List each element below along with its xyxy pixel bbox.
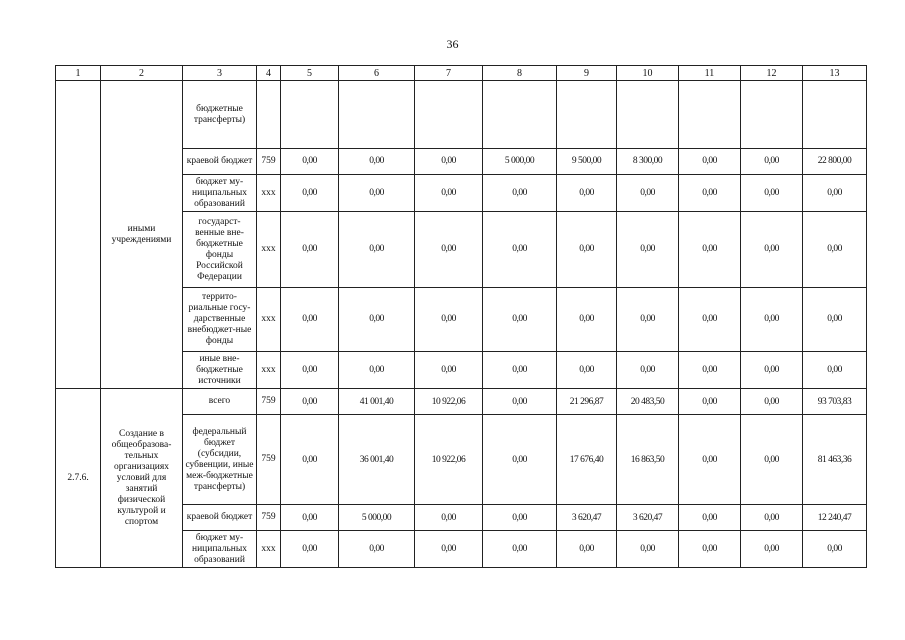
amount-cell: 8 300,00 xyxy=(617,149,679,175)
amount-cell: 0,00 xyxy=(741,389,803,415)
amount-cell: 0,00 xyxy=(339,175,415,212)
amount-cell: 0,00 xyxy=(339,288,415,352)
amount-cell: 81 463,36 xyxy=(803,415,867,505)
funding-source: террито-риальные госу-дарственные внебюджет-ные фонды xyxy=(183,288,257,352)
amount-cell: 3 620,47 xyxy=(557,505,617,531)
amount-cell: 0,00 xyxy=(679,288,741,352)
amount-cell: 0,00 xyxy=(415,531,483,568)
funding-source: краевой бюджет xyxy=(183,505,257,531)
column-header: 11 xyxy=(679,66,741,81)
budget-code: ххх xyxy=(257,212,281,288)
amount-cell: 0,00 xyxy=(281,415,339,505)
column-header: 6 xyxy=(339,66,415,81)
amount-cell: 0,00 xyxy=(803,352,867,389)
amount-cell: 20 483,50 xyxy=(617,389,679,415)
budget-code: 759 xyxy=(257,415,281,505)
budget-code: 759 xyxy=(257,149,281,175)
empty-cell xyxy=(557,81,617,149)
amount-cell: 0,00 xyxy=(415,505,483,531)
column-header: 3 xyxy=(183,66,257,81)
empty-cell xyxy=(679,81,741,149)
funding-source: государст-венные вне-бюджетные фонды Российской Федерации xyxy=(183,212,257,288)
amount-cell: 5 000,00 xyxy=(339,505,415,531)
amount-cell: 0,00 xyxy=(741,212,803,288)
budget-code: ххх xyxy=(257,175,281,212)
amount-cell: 17 676,40 xyxy=(557,415,617,505)
amount-cell: 0,00 xyxy=(617,531,679,568)
table-row xyxy=(56,81,867,149)
row-number xyxy=(56,81,101,389)
amount-cell: 0,00 xyxy=(741,175,803,212)
row-number: 2.7.6. xyxy=(56,389,101,568)
amount-cell: 0,00 xyxy=(803,288,867,352)
amount-cell: 0,00 xyxy=(281,531,339,568)
amount-cell: 0,00 xyxy=(483,288,557,352)
empty-cell xyxy=(803,81,867,149)
amount-cell: 0,00 xyxy=(557,531,617,568)
amount-cell: 0,00 xyxy=(679,175,741,212)
empty-cell xyxy=(257,81,281,149)
amount-cell: 41 001,40 xyxy=(339,389,415,415)
budget-code: ххх xyxy=(257,531,281,568)
amount-cell: 0,00 xyxy=(741,505,803,531)
amount-cell: 0,00 xyxy=(557,352,617,389)
amount-cell: 0,00 xyxy=(803,212,867,288)
amount-cell: 0,00 xyxy=(415,352,483,389)
amount-cell: 0,00 xyxy=(679,149,741,175)
amount-cell: 0,00 xyxy=(483,175,557,212)
amount-cell: 0,00 xyxy=(741,352,803,389)
amount-cell: 0,00 xyxy=(679,389,741,415)
funding-source: бюджет му-ниципальных образований xyxy=(183,531,257,568)
column-header: 8 xyxy=(483,66,557,81)
amount-cell: 10 922,06 xyxy=(415,389,483,415)
amount-cell: 22 800,00 xyxy=(803,149,867,175)
amount-cell: 0,00 xyxy=(679,212,741,288)
table-row xyxy=(56,389,867,415)
amount-cell: 5 000,00 xyxy=(483,149,557,175)
amount-cell: 21 296,87 xyxy=(557,389,617,415)
amount-cell: 0,00 xyxy=(679,531,741,568)
amount-cell: 0,00 xyxy=(339,149,415,175)
amount-cell: 93 703,83 xyxy=(803,389,867,415)
funding-source: всего xyxy=(183,389,257,415)
amount-cell: 0,00 xyxy=(339,212,415,288)
amount-cell: 0,00 xyxy=(741,415,803,505)
empty-cell xyxy=(281,81,339,149)
column-header: 10 xyxy=(617,66,679,81)
amount-cell: 0,00 xyxy=(617,212,679,288)
amount-cell: 0,00 xyxy=(679,352,741,389)
amount-cell: 0,00 xyxy=(557,288,617,352)
column-header: 2 xyxy=(101,66,183,81)
amount-cell: 0,00 xyxy=(281,389,339,415)
amount-cell: 0,00 xyxy=(483,352,557,389)
amount-cell: 3 620,47 xyxy=(617,505,679,531)
amount-cell: 0,00 xyxy=(281,175,339,212)
budget-code: 759 xyxy=(257,389,281,415)
empty-cell xyxy=(617,81,679,149)
funding-source: бюджетные трансферты) xyxy=(183,81,257,149)
amount-cell: 0,00 xyxy=(281,505,339,531)
amount-cell: 0,00 xyxy=(339,352,415,389)
amount-cell: 0,00 xyxy=(415,149,483,175)
amount-cell: 0,00 xyxy=(483,505,557,531)
funding-source: бюджет му-ниципальных образований xyxy=(183,175,257,212)
amount-cell: 0,00 xyxy=(483,212,557,288)
measure-name: Создание в общеобразова-тельных организациях условий для занятий физической культурой и спортом xyxy=(101,389,183,568)
column-header: 9 xyxy=(557,66,617,81)
amount-cell: 16 863,50 xyxy=(617,415,679,505)
amount-cell: 0,00 xyxy=(679,505,741,531)
funding-source: краевой бюджет xyxy=(183,149,257,175)
amount-cell: 0,00 xyxy=(679,415,741,505)
measure-name: иными учреждениями xyxy=(101,81,183,389)
empty-cell xyxy=(483,81,557,149)
funding-source: иные вне-бюджетные источники xyxy=(183,352,257,389)
empty-cell xyxy=(339,81,415,149)
amount-cell: 0,00 xyxy=(741,288,803,352)
amount-cell: 10 922,06 xyxy=(415,415,483,505)
amount-cell: 0,00 xyxy=(415,212,483,288)
amount-cell: 0,00 xyxy=(483,415,557,505)
amount-cell: 0,00 xyxy=(281,149,339,175)
amount-cell: 36 001,40 xyxy=(339,415,415,505)
amount-cell: 0,00 xyxy=(741,531,803,568)
amount-cell: 0,00 xyxy=(483,531,557,568)
budget-code: ххх xyxy=(257,288,281,352)
column-header: 4 xyxy=(257,66,281,81)
empty-cell xyxy=(415,81,483,149)
amount-cell: 0,00 xyxy=(617,175,679,212)
column-header: 12 xyxy=(741,66,803,81)
budget-code: 759 xyxy=(257,505,281,531)
amount-cell: 0,00 xyxy=(803,175,867,212)
amount-cell: 12 240,47 xyxy=(803,505,867,531)
amount-cell: 0,00 xyxy=(281,212,339,288)
amount-cell: 0,00 xyxy=(281,352,339,389)
column-header: 13 xyxy=(803,66,867,81)
empty-cell xyxy=(741,81,803,149)
budget-code: ххх xyxy=(257,352,281,389)
amount-cell: 0,00 xyxy=(557,212,617,288)
amount-cell: 0,00 xyxy=(483,389,557,415)
column-header: 7 xyxy=(415,66,483,81)
amount-cell: 0,00 xyxy=(617,352,679,389)
column-header: 5 xyxy=(281,66,339,81)
amount-cell: 0,00 xyxy=(415,288,483,352)
amount-cell: 0,00 xyxy=(617,288,679,352)
funding-source: федеральный бюджет (субсидии, субвенции, иные меж-бюджетные трансферты) xyxy=(183,415,257,505)
amount-cell: 0,00 xyxy=(281,288,339,352)
amount-cell: 0,00 xyxy=(415,175,483,212)
amount-cell: 0,00 xyxy=(339,531,415,568)
amount-cell: 9 500,00 xyxy=(557,149,617,175)
amount-cell: 0,00 xyxy=(741,149,803,175)
budget-table xyxy=(55,65,867,568)
amount-cell: 0,00 xyxy=(557,175,617,212)
page-number: 36 xyxy=(446,37,459,51)
column-header: 1 xyxy=(56,66,101,81)
header-row xyxy=(56,66,867,81)
amount-cell: 0,00 xyxy=(803,531,867,568)
